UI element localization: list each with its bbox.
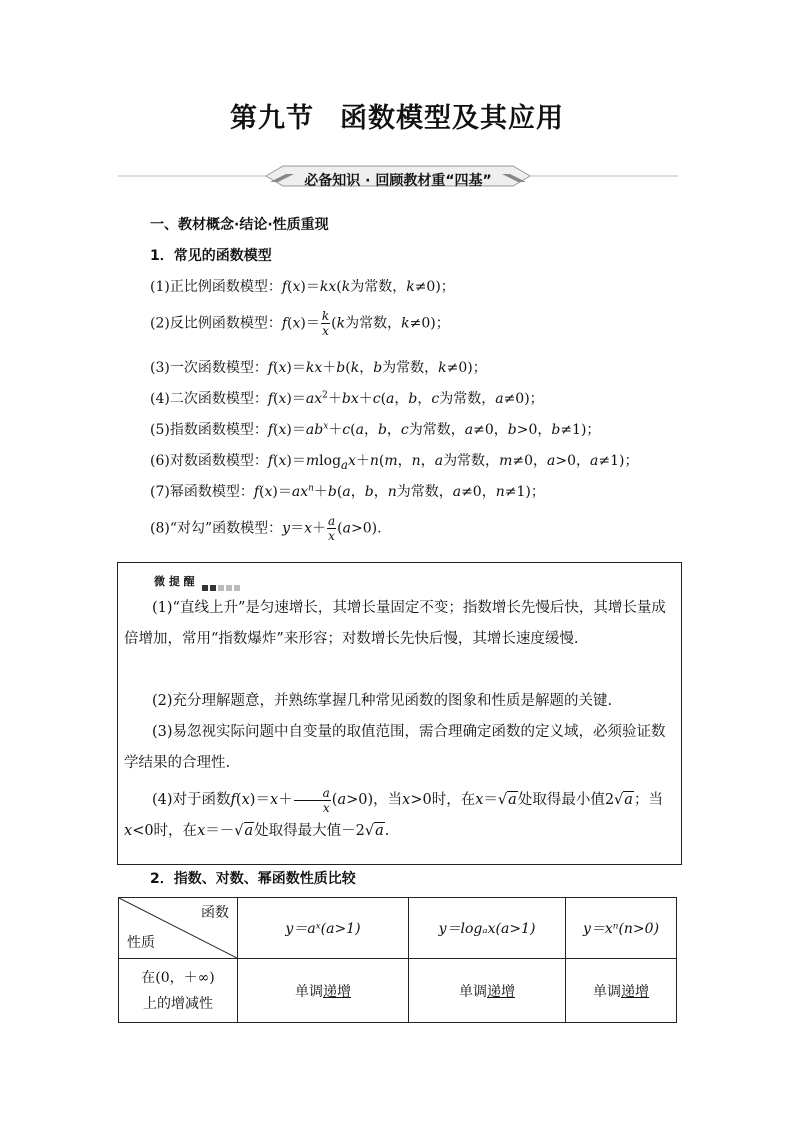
column-header-power: y＝xⁿ(n>0) — [566, 898, 677, 959]
model-4: (4)二次函数模型：$f(x)=ax^2+bx+c(a$，b，c为常数，a≠0)； — [150, 390, 544, 407]
reminder-tag: 微 提 醒 — [154, 575, 195, 588]
reminder-point-1: (1)“直线上升”是匀速增长，其增长量固定不变；指数增长先慢后快，其增长量成倍增加，常用“指数爆炸”来形容；对数增长先快后慢，其增长速度缓慢. — [124, 600, 666, 647]
column-header-logarithmic: y＝logₐx(a>1) — [409, 898, 566, 959]
cell-power: 单调递增 — [566, 959, 677, 1023]
model-5: (5)指数函数模型：$f(x)=ab^x+c(a$，b，c为常数，a≠0，b>0，b≠1)； — [150, 421, 601, 438]
corner-top-label: 函数 — [201, 905, 229, 921]
column-header-exponential: y＝aˣ(a>1) — [238, 898, 409, 959]
corner-bottom-label: 性质 — [127, 935, 155, 951]
subheading-comparison: 2．指数、对数、幂函数性质比较 — [150, 871, 356, 887]
cell-exponential: 单调递增 — [238, 959, 409, 1023]
cell-logarithmic: 单调递增 — [409, 959, 566, 1023]
table-row — [119, 959, 677, 1023]
model-1: (1)正比例函数模型：f(x)＝kx(k为常数，k≠0)； — [150, 279, 455, 295]
model-6: (6)对数函数模型：f(x)＝mlog$_a$x＋n(m，n，a为常数，m≠0，a>0，a≠1)； — [150, 453, 639, 472]
page-title — [0, 96, 794, 135]
subheading-common-models: 1．常见的函数模型 — [150, 248, 272, 264]
reminder-point-3: (3)易忽视实际问题中自变量的取值范围，需合理确定函数的定义域，必须验证数学结果的合理性. — [124, 724, 666, 771]
comparison-table — [118, 897, 677, 1023]
title-topic: 函数模型及其应用 — [340, 103, 564, 134]
model-3: (3)一次函数模型：f(x)＝kx＋b(k，b为常数，k≠0)； — [150, 360, 487, 376]
title-section-number: 第九节 — [230, 103, 314, 134]
model-7: (7)幂函数模型：$f(x)=ax^n+b(a$，b，n为常数，a≠0，n≠1)； — [150, 483, 545, 500]
section-heading-1: 一、教材概念·结论·性质重现 — [150, 217, 329, 233]
reminder-box — [117, 562, 682, 865]
section-banner — [118, 164, 678, 194]
table-corner-cell — [119, 898, 238, 959]
reminder-point-4: (4)对于函数f(x)＝x＋ $\frac{a}{x}$ (a>0)，当x>0时，在x＝√a处取得最小值2√a；当x<0时，在x＝－√a处取得最大值－2√a. — [124, 785, 663, 839]
model-8: (8)“对勾”函数模型：y＝x＋ $\frac{a}{x}$ (a>0). — [150, 514, 382, 543]
row-label-monotonicity: 在(0，＋∞) 上的增减性 — [119, 959, 238, 1023]
banner-text: 必备知识 · 回顾教材重“四基” — [304, 173, 492, 189]
model-2: (2)反比例函数模型：f(x)＝ $\frac{k}{x}$ (k为常数，k≠0)； — [150, 309, 450, 338]
reminder-point-2: (2)充分理解题意，并熟练掌握几种常见函数的图象和性质是解题的关键. — [152, 693, 613, 709]
table-header-row — [119, 898, 677, 959]
